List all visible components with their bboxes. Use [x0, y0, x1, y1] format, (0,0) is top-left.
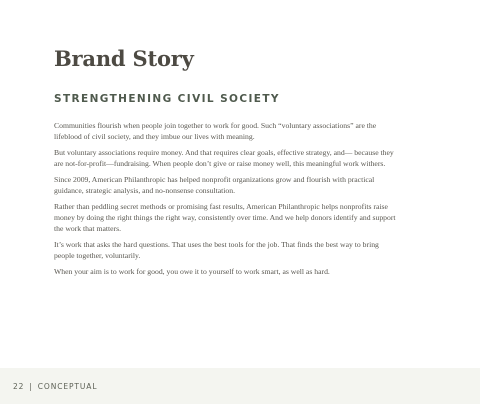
body-text [54, 120, 400, 282]
paragraph: It’s work that asks the hard questions. That uses the best tools for the job. That finds the best way to bring people together, voluntarily. [54, 240, 379, 260]
paragraph: Rather than peddling secret methods or promising fast results, American Philanthropic helps nonprofits raise money by doing the right things the right way, consistently over time. And we help donors identify and support the work that matters. [54, 202, 396, 233]
section-name: CONCEPTUAL [37, 382, 98, 391]
paragraph: Since 2009, American Philanthropic has helped nonprofit organizations grow and flourish with practical guidance, strategic analysis, and no-nonsense consultation. [54, 175, 375, 195]
paragraph: But voluntary associations require money. And that requires clear goals, effective strategy, and— because they are not-for-profit—fundraising. When people don’t give or raise money well, this meaningful work withers. [54, 148, 394, 168]
page-content [54, 46, 400, 276]
footer-label [13, 382, 97, 391]
page-title: Brand Story [54, 46, 194, 71]
paragraph: Communities flourish when people join together to work for good. Such “voluntary associations” are the lifeblood of civil society, and they imbue our lives with meaning. [54, 121, 377, 141]
page-footer [0, 368, 480, 404]
page-number: 22 [13, 382, 25, 391]
footer-separator: | [29, 382, 33, 391]
paragraph: When your aim is to work for good, you owe it to yourself to work smart, as well as hard. [54, 267, 330, 276]
section-subtitle: STRENGTHENING CIVIL SOCIETY [54, 93, 280, 105]
